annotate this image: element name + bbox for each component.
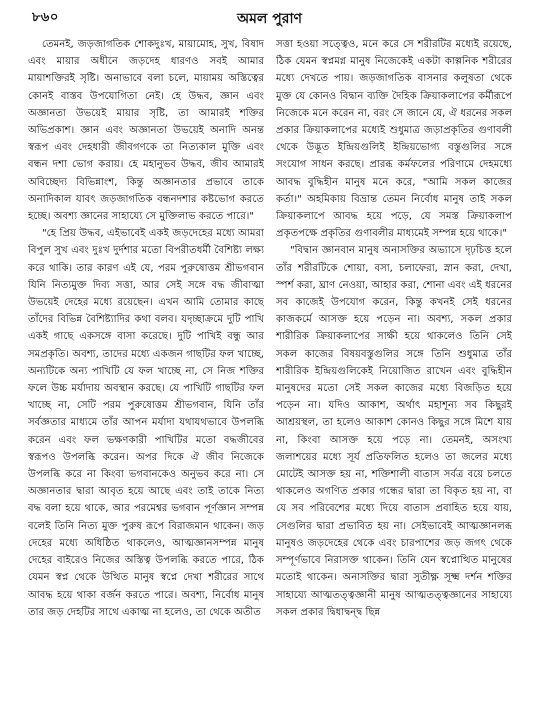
right-column (276, 36, 512, 708)
paragraph: "হে প্রিয় উদ্ধব, এইভাবেই একই জড়দেহের মধ্যে আমরা বিপুল সুখ এবং দুঃখ দুর্দশার মতো বিপরীতধর্মী বৈশিষ্ট্য লক্ষ্য করে থাকি। তার কারণ এই যে, পরম পুরুষোত্তম শ্রীভগবান যিনি নিত্যমুক্ত দিব্য সত্তা, আর সেই সঙ্গে বদ্ধ জীবাত্মা উভয়েই দেহের মধ্যে রয়েছেন। এখন আমি তোমার কাছে তাঁদের বিভিন্ন বৈশিষ্ট্যাদির কথা বলব। যদৃচ্ছাক্রমে দুটি পাখি একই গাছে একসঙ্গে বাসা করেছে। দুটি পাখিই বন্ধু আর সমপ্রকৃতি। অবশ্য, তাদের মধ্যে একজন গাছটির ফল খাচ্ছে, অন্যটিকে অন্য পাখিটি যে ফল খাচ্ছে না, সে নিজ শক্তির ফলে উচ্চ মর্যাদায় অবস্থান করছে। যে পাখিটি গাছটির ফল খাচ্ছে না, সেটি পরম পুরুষোত্তম শ্রীভগবান, যিনি তাঁর সর্বজ্ঞতার মাধ্যমে তাঁর আপন মর্যাদা যথাযথভাবে উপলব্ধি করেন এবং ফল ভক্ষণকারী পাখিটির মতো বদ্ধজীবের স্বরূপও উপলব্ধি করেন। অপর দিকে ঐ জীব নিজেকে উপলব্ধি করে না কিংবা ভগবানকেও অনুভব করে না। সে অজ্ঞানতার দ্বারা আবৃত হয়ে আছে এবং তাই তাকে নিত্য বদ্ধ বলা হয়ে থাকে, আর পরমেশ্বর ভগবান পূর্ণজ্ঞান সম্পন্ন বলেই তিনি নিত্য মুক্ত পুরুষ রূপে বিরাজমান থাকেন। জড় দেহের মধ্যে অধিষ্ঠিত থাকলেও, আত্মজ্ঞানসম্পন্ন মানুষ দেহের বাইরেও নিজের অস্তিত্ব উপলব্ধি করতে পারে, ঠিক যেমন স্বপ্ন থেকে উত্থিত মানুষ স্বপ্নে দেখা শরীরের সাথে আবদ্ধ হয়ে থাকা বর্জন করতে পারে। অবশ্য, নির্বোধ মানুষ তার জড় দেহটির সাথে একাত্ম না হলেও, তা থেকে অতীত (28, 228, 264, 618)
paragraph: "বিদ্বান জ্ঞানবান মানুষ অনাসক্তির অভ্যাসে দৃঢ়চিত্ত হলে তাঁর শরীরটিকে শোয়া, বসা, চলাফেরা, স্নান করা, দেখা, স্পর্শ করা, ঘ্রাণ নেওয়া, আহার করা, শোনা এবং এই ধরনের সব কাজেই উপযোগ করেন, কিন্তু কখনই সেই ধরনের কাজকর্মে আসক্ত হয়ে পড়েন না। অবশ্য, সকল প্রকার শারীরিক ক্রিয়াকলাপের সাক্ষী হয়ে থাকলেও তিনি সেই সকল কাজের বিষয়বস্তুগুলির সঙ্গে তিনি শুধুমাত্র তাঁর শারীরিক ইন্দ্রিয়গুলিকেই নিয়োজিত রাখেন এবং বুদ্ধিহীন মানুষদের মতো সেই সকল কাজের মধ্যে বিজড়িত হয়ে পড়েন না। যদিও আকাশ, অর্থাৎ মহাশূন্য সব কিছুরই আশ্রয়স্থল, তা হলেও আকাশ কোনও কিছুর সঙ্গে মিশে যায় না, কিংবা আসক্ত হয়ে পড়ে না। তেমনই, অসংখ্য জলাশয়ের মধ্যে সূর্য প্রতিফলিত হলেও তা জলের মধ্যে মোটেই আসক্ত হয় না, শক্তিশালী বাতাস সর্বত্র বয়ে চলতে থাকলেও অগণিত প্রকার গন্ধের দ্বারা তা বিকৃত হয় না, বা যে সব পরিবেশের মধ্যে দিয়ে বাতাস প্রবাহিত হয়ে যায়, সেগুলির দ্বারা প্রভাবিত হয় না। সেইভাবেই আত্মজ্ঞানলব্ধ মানুষও জড়দেহের থেকে এবং চারপাশের জড় জগৎ থেকে সম্পূর্ণভাবে নিরাসক্ত থাকেন। তিনি যেন স্বপ্নোত্থিত মানুষের মতোই থাকেন। অনাসক্তির দ্বারা সুতীক্ষ্ণ সূক্ষ্ম দর্শন শক্তির সাহায্যে আত্মতত্ত্বজ্ঞানী মানুষ আত্মতত্ত্বজ্ঞানের সাহায্যে সকল প্রকার দ্বিধাদ্বন্দ্ব ছিন্ন (276, 245, 512, 618)
paragraph: সত্তা হওয়া সত্ত্বেও, মনে করে সে শরীরটির মধ্যেই রয়েছে, ঠিক যেমন স্বপ্নমগ্ন মানুষ নিজেকেই একটা কাল্পনিক শরীরের মধ্যে দেখতে পায়। জড়জাগতিক বাসনার কলুষতা থেকে মুক্ত যে কোনও বিদ্বান ব্যক্তি দৈহিক ক্রিয়াকলাপের কর্মীরূপে নিজেকে মনে করেন না, বরং সে জানে যে, ঐ ধরনের সকল প্রকার ক্রিয়াকলাপের মধ্যেই শুধুমাত্র জড়াপ্রকৃতির গুণাবলী থেকে উদ্ভূত ইন্দ্রিয়গুলিই ইন্দ্রিয়ভোগ্য বস্তুগুলির সঙ্গে সংযোগ সাধন করছে। প্রারব্ধ কর্মফলের পরিণামে দেহমধ্যে আবদ্ধ বুদ্ধিহীন মানুষ মনে করে, "আমি সকল কাজের কর্তা।" অহমিকায় বিভ্রান্ত তেমন নির্বোধ মানুষ তাই সকল ক্রিয়াকলাপে আবদ্ধ হয়ে পড়ে, যে সমস্ত ক্রিয়াকলাপ প্রকৃতপক্ষে প্রকৃতির গুণাবলীর মাধ্যমেই সম্পন্ন হয়ে থাকে।" (276, 39, 512, 240)
paragraph: তেমনই, জড়জাগতিক শোকদুঃখ, মায়ামোহ, সুখ, বিষাদ এবং মায়ার অধীনে জড়দেহ ধারণও সবই আমার মায়াশক্তিরই সৃষ্টি। অনাভাবে বলা চলে, মায়াময় অস্তিত্বের কোনই বাস্তব উপযোগিতা নেই। হে উদ্ধব, জ্ঞান এবং অজ্ঞানতা উভয়েই মায়ার সৃষ্টি, তা আমারই শক্তির অভিপ্রকাশ। জ্ঞান এবং অজ্ঞানতা উভয়েই অনাদি অনন্ত স্বরূপ এবং দেহধারী জীবগণকে তা নিত্যকাল মুক্তি এবং বন্ধন দশা ভোগ করায়। হে মহানুভব উদ্ধব, জীব আমারই অবিচ্ছেদ্য বিভিন্নাংশ, কিন্তু অজ্ঞানতার প্রভাবে তাকে অনাদিকাল যাবৎ জড়জাগতিক বন্ধনদশার কষ্টভোগ করতে হচ্ছে। অবশ্য জ্ঞানের সাহায্যে সে মুক্তিলাভ করতে পারে।" (28, 39, 264, 223)
page-number: ৮৬০ (32, 10, 59, 25)
left-column (28, 36, 264, 708)
running-title: অমল পুরাণ (237, 11, 302, 27)
page-header (0, 0, 539, 30)
